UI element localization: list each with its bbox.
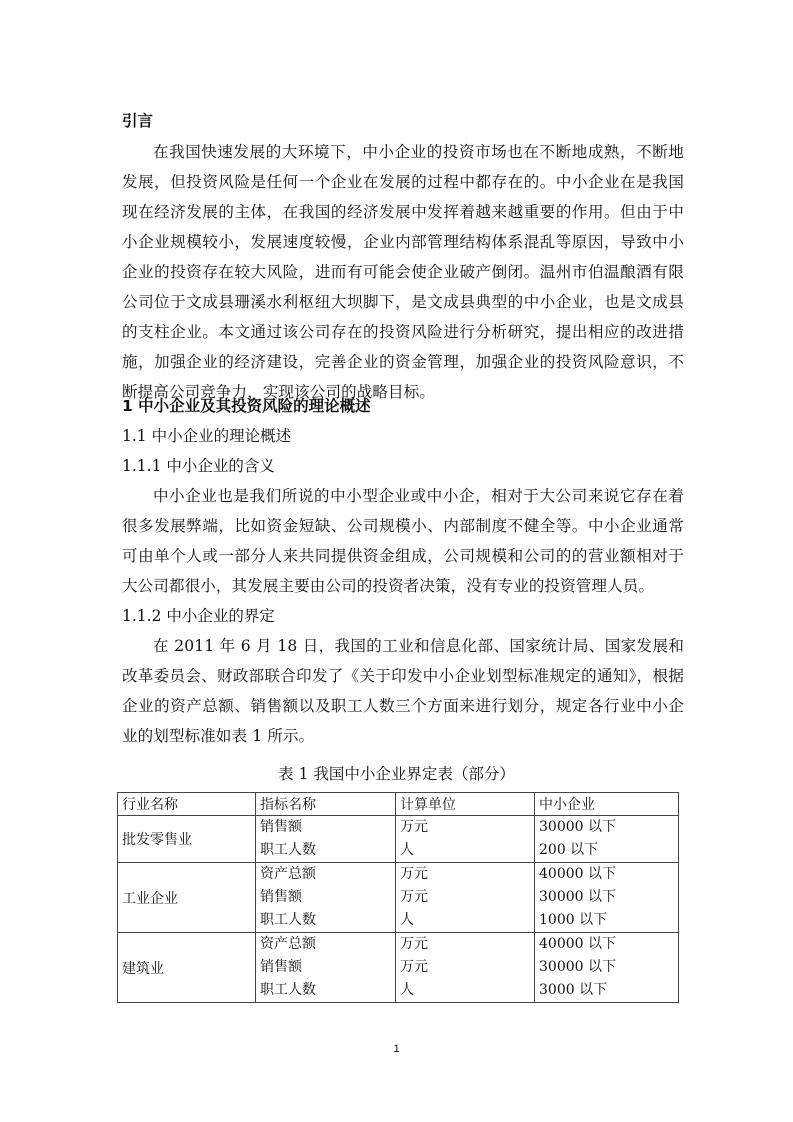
table-row xyxy=(118,863,679,933)
indicator-cell xyxy=(256,863,396,933)
header-indicator: 指标名称 xyxy=(256,793,396,816)
limit-value: 40000 以下 xyxy=(539,936,616,952)
unit-value: 人 xyxy=(400,842,414,858)
enterprise-definition-table xyxy=(117,792,679,1003)
unit-value: 人 xyxy=(400,982,414,998)
limit-cell xyxy=(535,863,679,933)
section-1-1-1-paragraph: 中小企业也是我们所说的中小型企业或中小企，相对于大公司来说它存在着很多发展弊端，比如资金短缺、公司规模小、内部制度不健全等。中小企业通常可由单个人或一部分人来共同提供资金组成，公司规模和公司的的营业额相对于大公司都很小，其发展主要由公司的投资者决策，没有专业的投资管理人员。 xyxy=(122,487,684,595)
indicator-cell xyxy=(256,816,396,863)
unit-value: 万元 xyxy=(400,819,428,835)
table-row xyxy=(118,933,679,1003)
indicator-value: 职工人数 xyxy=(260,842,316,858)
section-1-1-2-paragraph: 在 2011 年 6 月 18 日，我国的工业和信息化部、国家统计局、国家发展和改革委员会、财政部联合印发了《关于印发中小企业划型标准规定的通知》，根据企业的资产总额、销售额以及职工人数三个方面来进行划分，规定各行业中小企业的划型标准如表 1 所示。 xyxy=(122,637,684,745)
intro-heading: 引言 xyxy=(122,112,154,130)
limit-cell xyxy=(535,933,679,1003)
indicator-value: 销售额 xyxy=(260,889,302,905)
limit-value: 200 以下 xyxy=(539,842,599,858)
table-row xyxy=(118,816,679,863)
industry-cell: 建筑业 xyxy=(118,933,256,1003)
section-1-1-heading: 1.1 中小企业的理论概述 xyxy=(122,427,292,445)
unit-value: 万元 xyxy=(400,889,428,905)
limit-value: 40000 以下 xyxy=(539,866,616,882)
industry-cell: 批发零售业 xyxy=(118,816,256,863)
indicator-value: 资产总额 xyxy=(260,936,316,952)
limit-value: 3000 以下 xyxy=(539,982,608,998)
unit-value: 万元 xyxy=(400,866,428,882)
unit-value: 万元 xyxy=(400,936,428,952)
limit-value: 1000 以下 xyxy=(539,912,608,928)
limit-value: 30000 以下 xyxy=(539,889,616,905)
unit-cell xyxy=(396,816,535,863)
table-caption: 表 1 我国中小企业界定表（部分） xyxy=(278,765,515,783)
unit-value: 人 xyxy=(400,912,414,928)
intro-paragraph: 在我国快速发展的大环境下，中小企业的投资市场也在不断地成熟，不断地发展，但投资风险是任何一个企业在发展的过程中都存在的。中小企业在是我国现在经济发展的主体，在我国的经济发展中发挥着越来越重要的作用。但由于中小企业规模较小，发展速度较慢，企业内部管理结构体系混乱等原因，导致中小企业的投资存在较大风险，进而有可能会使企业破产倒闭。温州市伯温酿酒有限公司位于文成县珊溪水利枢纽大坝脚下，是文成县典型的中小企业，也是文成县的支柱企业。本文通过该公司存在的投资风险进行分析研究，提出相应的改进措施，加强企业的经济建设，完善企业的资金管理，加强企业的投资风险意识，不断提高公司竞争力，实现该公司的战略目标。 xyxy=(122,143,684,401)
header-industry: 行业名称 xyxy=(118,793,256,816)
limit-value: 30000 以下 xyxy=(539,959,616,975)
indicator-value: 销售额 xyxy=(260,959,302,975)
indicator-cell xyxy=(256,933,396,1003)
indicator-value: 职工人数 xyxy=(260,912,316,928)
unit-value: 万元 xyxy=(400,959,428,975)
page-number: 1 xyxy=(393,1043,400,1055)
header-limit: 中小企业 xyxy=(535,793,679,816)
section-1-heading: 1 中小企业及其投资风险的理论概述 xyxy=(122,397,371,415)
industry-cell: 工业企业 xyxy=(118,863,256,933)
limit-cell xyxy=(535,816,679,863)
indicator-value: 销售额 xyxy=(260,819,302,835)
section-1-1-2-heading: 1.1.2 中小企业的界定 xyxy=(122,607,275,625)
unit-cell xyxy=(396,863,535,933)
table-header-row xyxy=(118,793,679,816)
section-1-1-1-heading: 1.1.1 中小企业的含义 xyxy=(122,457,275,475)
indicator-value: 职工人数 xyxy=(260,982,316,998)
unit-cell xyxy=(396,933,535,1003)
indicator-value: 资产总额 xyxy=(260,866,316,882)
header-unit: 计算单位 xyxy=(396,793,535,816)
limit-value: 30000 以下 xyxy=(539,819,616,835)
